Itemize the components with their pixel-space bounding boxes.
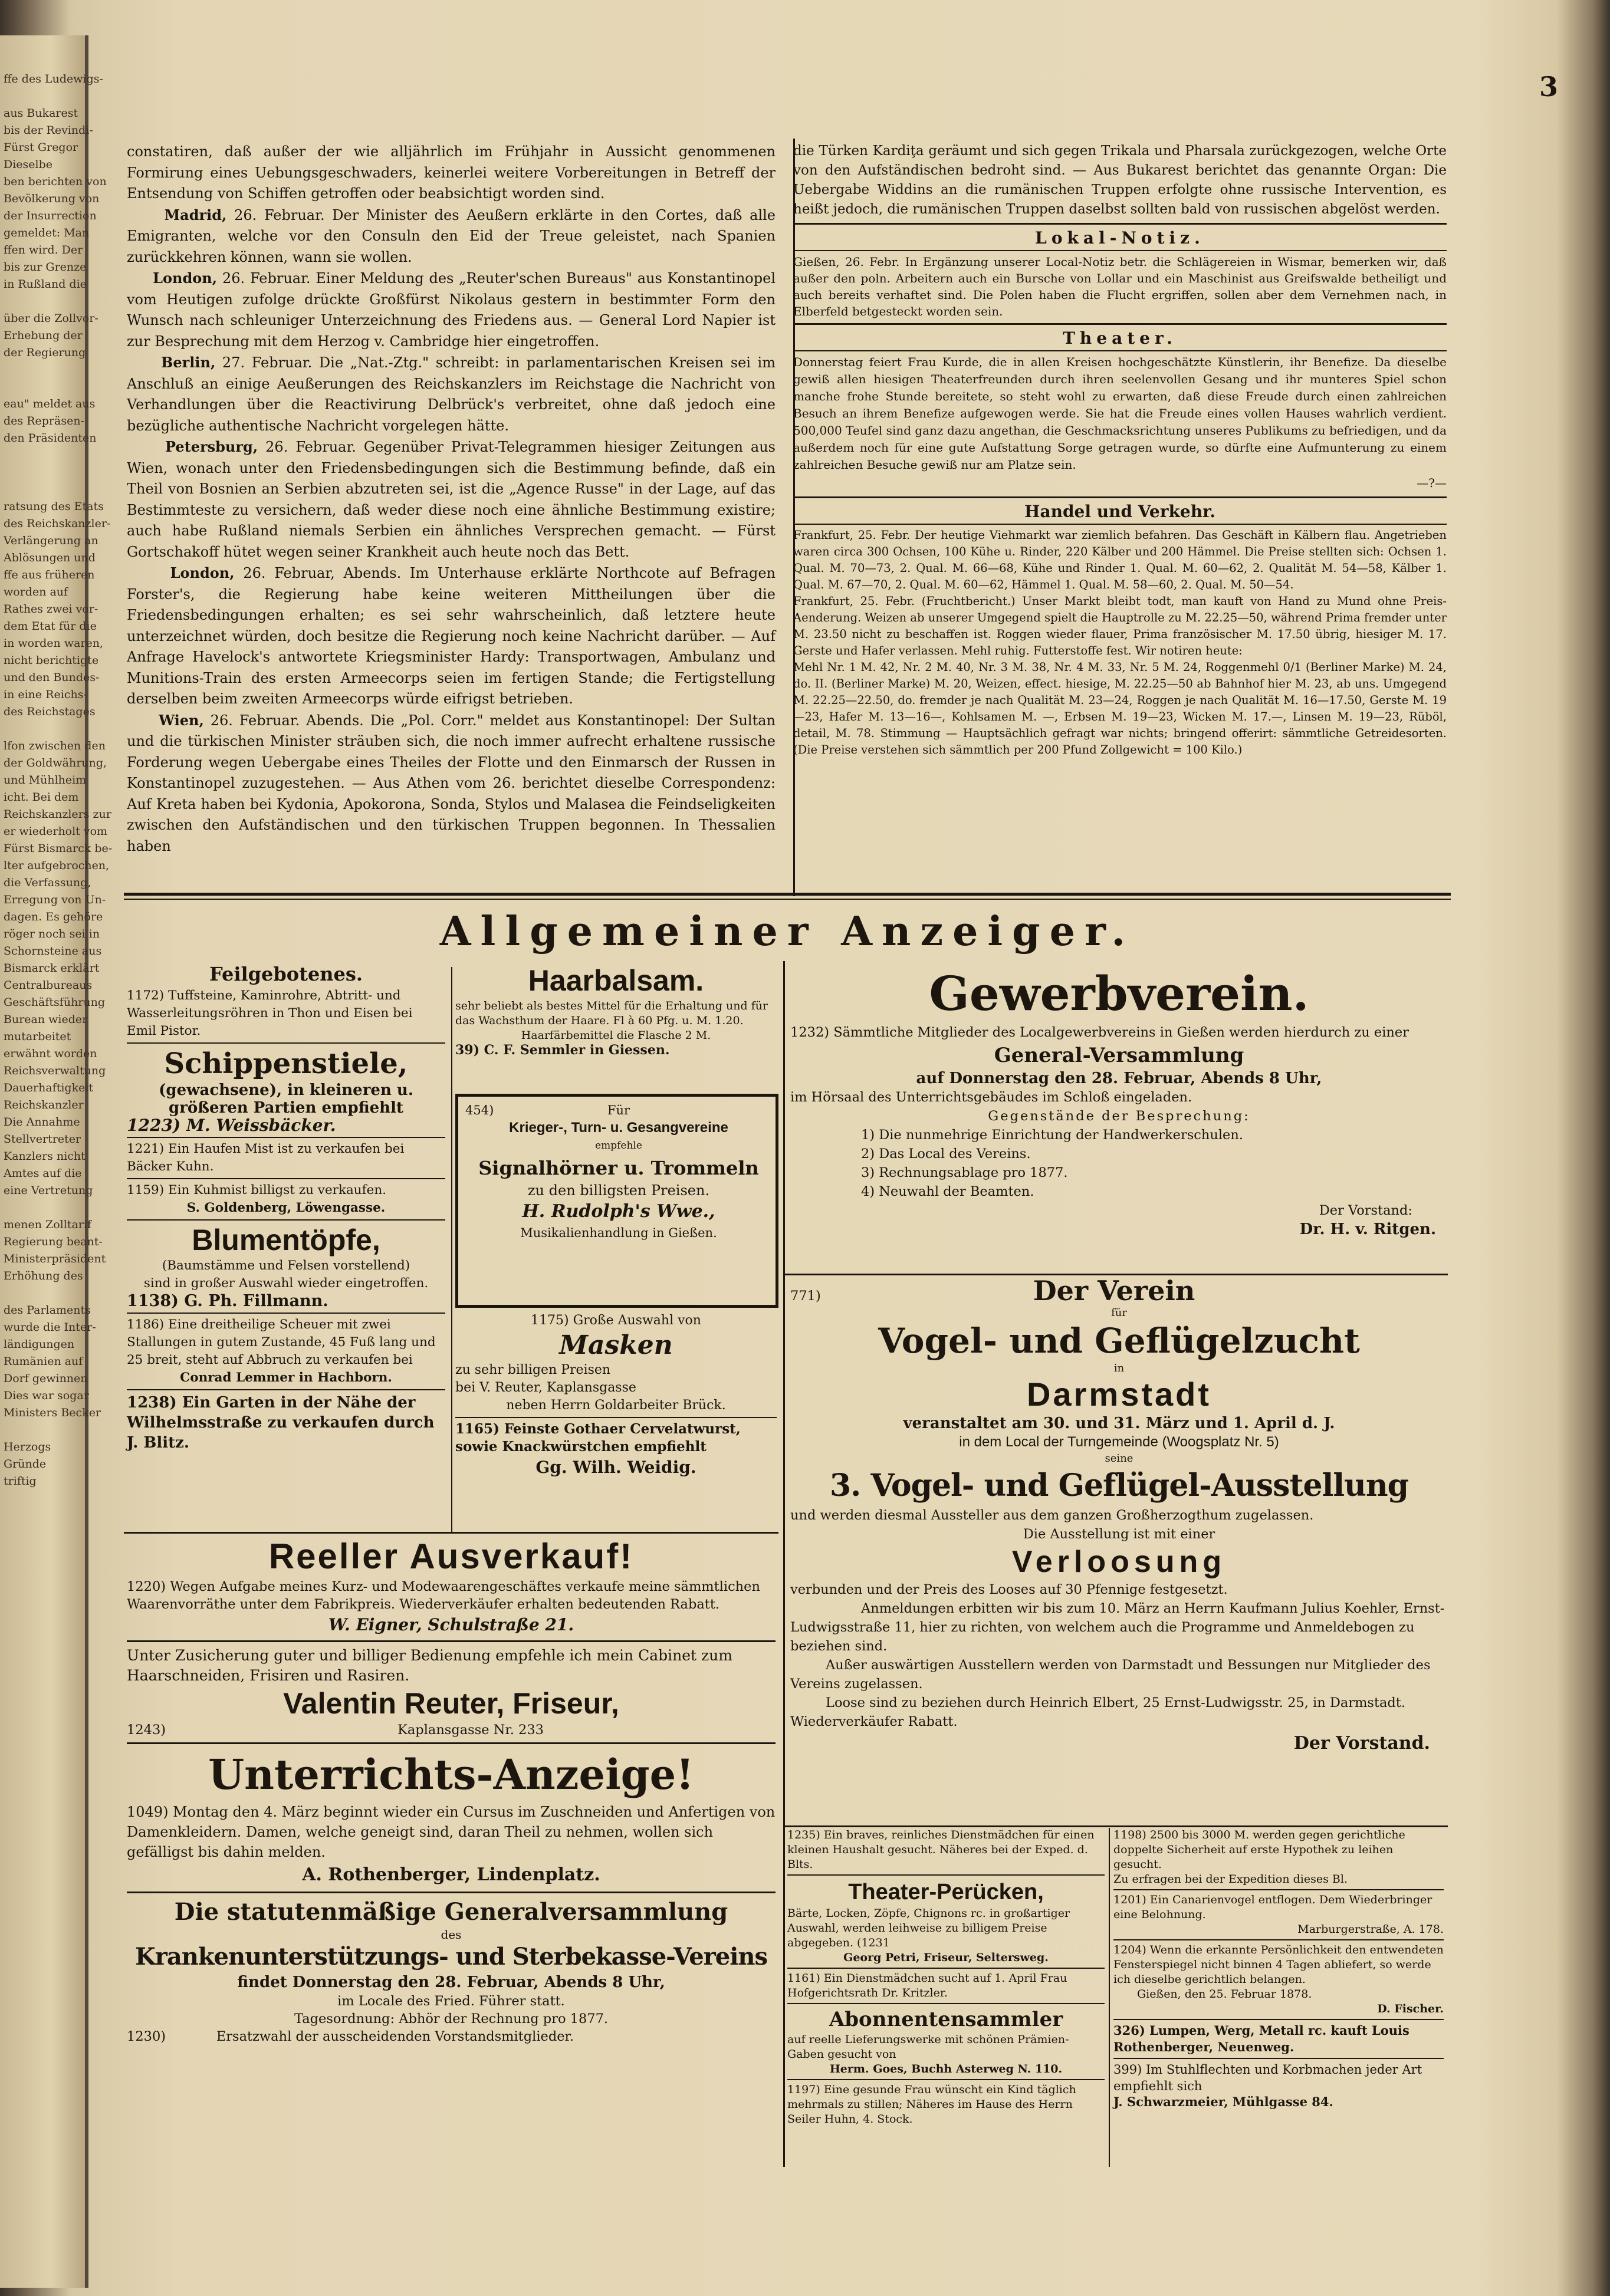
column-divider xyxy=(783,961,785,2167)
vogel-line: veranstaltet am 30. und 31. März und 1. April d. J. xyxy=(903,1415,1335,1432)
blumen-line: (Baumstämme und Felsen vorstellend) xyxy=(162,1258,410,1273)
local-note: Gießen, 26. Febr. In Ergänzung unserer Local-Notiz betr. die Schlägereien in Wismar, bemerken wir, daß außer den poln. Arbeitern auch ein Bursche von Lollar und ein Maschinist aus Greifswalde betheiligt und auch bereits verhaftet sind. Die Polen haben die Flucht ergriffen, sollen aber dem Vernehmen nach, in Elberfeld betgesteckt worden sein. xyxy=(793,255,1447,318)
gutter-line: ffe aus früheren xyxy=(4,568,95,581)
vogel-line: Außer auswärtigen Ausstellern werden von Darmstadt und Bessungen nur Mitglieder des Vereins zugelassen. xyxy=(790,1657,1431,1692)
gutter-line: Dieselbe xyxy=(4,158,53,171)
vogel-line: in dem Local der Turngemeinde (Woogsplatz Nr. 5) xyxy=(959,1434,1279,1450)
gutter-line: Dies war sogar xyxy=(4,1389,89,1402)
trade-report: Frankfurt, 25. Febr. (Fruchtbericht.) Unser Markt bleibt todt, man kauft von Hand zu Mund ohne Preis-Aenderung. Weizen ab unserer Umgegend spielt die Hauptrolle zu M. 22.25—50, während Prima fremder unter M. 23.50 nicht zu beschaffen ist. Roggen wieder flauer, Prima französischer M. 17.50 übrig, hiesiger M. 17. Gerste und Hafer verlassen. Mehl ruhig. Futterstoffe fest. Wir notiren heute: xyxy=(793,594,1447,657)
vogel-line: verbunden und der Preis des Looses auf 30 Pfennige festgesetzt. xyxy=(790,1582,1228,1597)
agenda-item: 1) Die nunmehrige Einrichtung der Handwerkerschulen. xyxy=(861,1127,1243,1143)
gutter-line: Fürst Bismarck be- xyxy=(4,842,113,855)
gutter-line xyxy=(4,379,81,396)
gutter-line: in Rußland die xyxy=(4,278,87,291)
small-ads-right xyxy=(1113,1828,1444,2109)
ad-1204-date: Gießen, den 25. Februar 1878. xyxy=(1137,1988,1312,2001)
gutter-line: eine Vertretung xyxy=(4,1184,93,1197)
gutter-line: Erregung von Un- xyxy=(4,893,106,906)
agenda-item: 2) Das Local des Vereins. xyxy=(861,1146,1031,1162)
feil-heading: Feilgebotenes. xyxy=(209,963,363,985)
agenda-item: 4) Neuwahl der Beamten. xyxy=(861,1184,1034,1199)
vogel-header-line xyxy=(790,1275,1448,1307)
krieger-line: Signalhörner u. Trommeln xyxy=(478,1157,759,1179)
kranken-line: Die statutenmäßige Generalversammlung xyxy=(174,1898,728,1926)
gutter-line: in worden waren, xyxy=(4,637,104,650)
gutter-line: lfon zwischen den xyxy=(4,739,106,752)
gutter-line: Reichskanzler xyxy=(4,1098,84,1111)
masken-ad xyxy=(455,1312,777,1479)
news-column-right xyxy=(793,142,1447,758)
gutter-line xyxy=(4,721,81,738)
gewerbverein-heading: General-Versammlung xyxy=(994,1044,1244,1067)
ad-1161: 1161) Ein Dienstmädchen sucht auf 1. April Frau Hofgerichtsrath Dr. Kritzler. xyxy=(787,1972,1067,1999)
gutter-line xyxy=(4,481,81,498)
news-paragraph: die Türken Kardiţa geräumt und sich gegen Trikala und Pharsala zurückgezogen, welche Orte von den Aufständischen bedroht sind. — Aus Bukarest berichtet das genannte Organ: Die Uebergabe Widdins an die rumänischen Truppen erfolgte ohne russische Intervention, es heißt jedoch, die rumänischen Truppen daselbst sollten bald von russischen abgelöst werden. xyxy=(793,143,1447,217)
gutter-line: Die Annahme xyxy=(4,1116,80,1129)
gutter-line xyxy=(4,447,81,464)
abonnenten-text: auf reelle Lieferungswerke mit schönen Prämien-Gaben gesucht von xyxy=(787,2033,1069,2061)
ausverkauf-title: Reeller Ausverkauf! xyxy=(268,1537,634,1576)
kranken-agenda-line xyxy=(127,2028,776,2045)
news-paragraph: Petersburg, 26. Februar. Gegenüber Privat-Telegrammen hiesiger Zeitungen aus Wien, wonach unter den Friedensbedingungen sich die Bestimmung befinde, daß ein Theil von Bosnien an Serbien abzutreten sei, ist die „Agence Russe" in der Lage, auf das Bestimmteste zu versichern, daß weder diese noch eine ähnliche Bestimmung existire; auch habe Rußland niemals Serbien ein ähnliches Versprechen gemacht. — Fürst Gortschakoff hütet wegen seiner Krankheit auch heute noch das Bett. xyxy=(127,438,776,560)
vogel-verloosung: Verloosung xyxy=(1011,1545,1227,1579)
vogel-line: in xyxy=(1113,1362,1125,1374)
gutter-line: Reichskanzlers zur xyxy=(4,808,111,821)
news-paragraph: Madrid, 26. Februar. Der Minister des Aeußern erklärte in den Cortes, daß alle Emigranten, welche vor den Consuln den Eid der Treue geleistet, nach Spanien zurückkehren können, wann sie wollen. xyxy=(127,206,776,265)
gutter-line: bis zur Grenze xyxy=(4,261,87,274)
gutter-line: ben berichten von xyxy=(4,175,107,188)
ad-1204-signature: D. Fischer. xyxy=(1377,2002,1444,2015)
ad-1172: 1172) Tuffsteine, Kaminrohre, Abtritt- und Wasserleitungsröhren in Thon und Eisen bei Emil Pistor. xyxy=(127,988,413,1038)
gutter-line: Herzogs xyxy=(4,1440,51,1453)
trade-report: Mehl Nr. 1 M. 42, Nr. 2 M. 40, Nr. 3 M. 38, Nr. 4 M. 33, Nr. 5 M. 24, Roggenmehl 0/1 (Berliner Marke) M. 24, do. II. (Berliner Marke) M. 20, Weizen, effect. hiesige, M. 22.25—50 ab Bahnhof hier M. 23, ab uns. Umgegend M. 22.25—22.50, do. fremder je nach Qualität M. 23—24, Roggen je nach Qualität M. 16—17.50, Gerste M. 19—23, Hafer M. 13—16—, Kohlsamen M. —, Erbsen M. 19—23, Wicken M. 17.—, Linsen M. 19—23, Rüböl, detail, M. 78. Stimmung — Hauptsächlich gefragt war nichts; bringend offerirt: sämmtliche Getreidesorten. (Die Preise verstehen sich sämmtlich per 200 Pfund Zollgewicht = 100 Kilo.) xyxy=(793,660,1447,756)
theater-heading: Theater. xyxy=(1063,328,1177,348)
feilgebotenes-column xyxy=(127,961,445,1453)
gutter-line: nicht berichtigte xyxy=(4,654,99,667)
gutter-line: Rathes zwei vor- xyxy=(4,603,98,616)
gutter-line: ratsung des Etats xyxy=(4,500,104,513)
news-paragraph: constatiren, daß außer der wie alljährlich im Frühjahr in Aussicht genommenen Formirung eines Uebungsgeschwaders, keinerlei weitere Vorbereitungen in Betreff der Entsendung von Schiffen getroffen oder beabsichtigt worden sind. xyxy=(127,143,776,202)
kranken-title: Krankenunterstützungs- und Sterbekasse-Vereins xyxy=(134,1943,767,1971)
haarbalsam-signature: 39) C. F. Semmler in Giessen. xyxy=(455,1042,670,1058)
kranken-line: des xyxy=(441,1927,462,1942)
ad-1186: 1186) Eine dreitheilige Scheuer mit zwei Stallungen in gutem Zustande, 45 Fuß lang und 25 breit, steht auf Abbruch zu verkaufen bei xyxy=(127,1317,436,1367)
gutter-line: Burean wieder xyxy=(4,1013,88,1026)
adjacent-page-gutter xyxy=(0,35,113,2288)
gutter-line xyxy=(4,361,81,379)
ad-1204: 1204) Wenn die erkannte Persönlichkeit den entwendeten Fensterspiegel nicht binnen 4 Tagen abliefert, so werde ich dieselbe gerichtlich belangen. xyxy=(1113,1943,1444,1986)
krieger-ad-box xyxy=(455,1094,778,1308)
gewerbverein-line: Gegenstände der Besprechung: xyxy=(988,1108,1250,1124)
kranken-line: Ersatzwahl der ausscheidenden Vorstandsmitglieder. xyxy=(216,2029,574,2044)
vogel-line: für xyxy=(1111,1307,1127,1319)
gutter-line: wurde die Inter- xyxy=(4,1321,96,1334)
gewerbverein-signature: Der Vorstand: xyxy=(1319,1203,1412,1218)
gutter-line: Fürst Gregor xyxy=(4,141,78,154)
gutter-line: die Verfassung, xyxy=(4,876,91,889)
gutter-line: Erhöhung des xyxy=(4,1269,83,1282)
section-rule xyxy=(124,1532,778,1534)
gewerbverein-title: Gewerbverein. xyxy=(929,966,1309,1021)
gutter-line: Stellvertreter xyxy=(4,1133,81,1146)
gutter-line: ffe des Ludewigs- xyxy=(4,73,103,85)
small-ads-left xyxy=(787,1828,1105,2127)
kranken-line: im Locale des Fried. Führer statt. xyxy=(337,1994,565,2009)
gutter-line: Regierung beant- xyxy=(4,1235,103,1248)
gutter-line: er wiederholt vom xyxy=(4,825,108,838)
gutter-line: in eine Reichs- xyxy=(4,688,87,701)
news-column-left xyxy=(127,142,776,857)
ad-1198-line: Zu erfragen bei der Expedition dieses Bl. xyxy=(1113,1873,1348,1886)
gotha-signature: Gg. Wilh. Weidig. xyxy=(535,1458,696,1477)
kranken-line: findet Donnerstag den 28. Februar, Abends 8 Uhr, xyxy=(237,1973,665,1991)
haarbalsam-title: Haarbalsam. xyxy=(528,964,704,997)
gutter-line xyxy=(4,293,81,310)
news-paragraph: London, 26. Februar, Abends. Im Unterhause erklärte Northcote auf Befragen Forster's, die Regierung habe keine weiteren Mittheilungen über die Friedensbedingungen erhalten; es sei sehr wahrscheinlich, daß letztere heute unterzeichnet würden, doch besitze die Regierung noch keine Nachricht darüber. — Auf Anfrage Havelock's antwortete Kriegsminister Hardy: Transportwagen, Ambulanz und Munitions-Train des ersten Armeecorps seien im fertigen Stande; die Fertigstellung derselben beim zweiten Armeecorps würde eifrigst betrieben. xyxy=(127,564,776,707)
gutter-line xyxy=(4,1422,81,1439)
gutter-line: menen Zolltarif xyxy=(4,1218,91,1231)
gutter-line xyxy=(4,1285,81,1302)
gutter-line: erwähnt worden xyxy=(4,1047,97,1060)
ad-1159: 1159) Ein Kuhmist billigst zu verkaufen. xyxy=(127,1183,386,1198)
peruecken-title: Theater-Perücken, xyxy=(848,1880,1044,1904)
schipp-title: Schippenstiele, xyxy=(164,1047,408,1080)
gutter-line: Bismarck erklärt xyxy=(4,962,100,975)
trade-report: Frankfurt, 25. Febr. Der heutige Viehmarkt war ziemlich befahren. Das Geschäft in Kälbern flau. Angetrieben waren circa 300 Ochsen, 100 Kühe u. Rinder, 220 Kälber und 200 Hämmel. Die Preise stellten sich: Ochsen 1. Qual. M. 70—73, 2. Qual. M. 66—68, Kühe und Rinder 1. Qual. M. 60—62, 2. Qualität M. 54—58, Kälber 1. Qual. M. 67—70, 2. Qual. M. 60—62, Hämmel 1. Qual. M. 58—60, 2. Qual. M. 50—54. xyxy=(793,528,1447,591)
gutter-line: Dauerhaftigkeit xyxy=(4,1081,94,1094)
section-rule xyxy=(124,893,1451,896)
anzeiger-title: Allgemeiner Anzeiger. xyxy=(439,908,1135,955)
gewerbverein-line: auf Donnerstag den 28. Februar, Abends 8 Uhr, xyxy=(916,1070,1322,1087)
column-divider xyxy=(451,967,452,1533)
haarbalsam-line: Haarfärbemittel die Flasche 2 M. xyxy=(521,1029,711,1042)
unterricht-text: 1049) Montag den 4. März beginnt wieder ein Cursus im Zuschneiden und Anfertigen von Damenkleidern. Damen, welche geneigt sind, daran Theil zu nehmen, wollen sich gefälligst bis dahin melden. xyxy=(127,1804,776,1860)
krieger-line: empfehle xyxy=(595,1140,642,1152)
krieger-number: 454) xyxy=(465,1103,494,1117)
gutter-line: über die Zollvor- xyxy=(4,312,98,325)
ad-1201: 1201) Ein Canarienvogel entflogen. Dem Wiederbringer eine Belohnung. xyxy=(1113,1893,1432,1921)
haarbalsam-ad xyxy=(455,962,777,1058)
gutter-line: Geschäftsführung xyxy=(4,996,106,1009)
ad-1197: 1197) Eine gesunde Frau wünscht ein Kind täglich mehrmals zu stillen; Näheres im Hause des Herrn Seiler Huhn, 4. Stock. xyxy=(787,2083,1076,2126)
gutter-line: und den Bundes- xyxy=(4,671,100,684)
cabinet-text: Unter Zusicherung guter und billiger Bedienung empfehle ich mein Cabinet zum Haarschneiden, Frisiren und Rasiren. xyxy=(127,1647,732,1684)
ad-1238: 1238) Ein Garten in der Nähe der Wilhelmsstraße zu verkaufen durch J. Blitz. xyxy=(127,1394,435,1452)
gutter-line: Bevölkerung von xyxy=(4,192,100,205)
gutter-line: Kanzlers nicht xyxy=(4,1150,86,1163)
gutter-line: Amtes auf die xyxy=(4,1167,82,1180)
vogel-line: und werden diesmal Aussteller aus dem ganzen Großherzogthum zugelassen. xyxy=(790,1508,1314,1523)
news-paragraph: Berlin, 27. Februar. Die „Nat.-Ztg." schreibt: in parlamentarischen Kreisen sei im Anschluß an einige Aeußerungen des Reichskanzlers im Reichstage die Nachricht von Verhandlungen über die Reactivirung Delbrück's verbreitet, ohne daß jedoch eine bezügliche authentische Nachricht vorgelegen hätte. xyxy=(127,354,776,434)
abonnenten-signature: Herm. Goes, Buchh Asterweg N. 110. xyxy=(829,2063,1063,2075)
gewerbverein-agenda xyxy=(790,1126,1448,1201)
masken-line: zu sehr billigen Preisen xyxy=(455,1363,611,1377)
gutter-line: aus Bukarest xyxy=(4,107,78,120)
vogel-line: Anmeldungen erbitten wir bis zum 10. März an Herrn Kaufmann Julius Koehler, Ernst-Ludwigsstraße 11, hier zu richten, von welchem auch die Programme und Anmeldebogen zu beziehen sind. xyxy=(790,1601,1445,1654)
gutter-line: dagen. Es gehöre xyxy=(4,910,103,923)
gutter-line: Centralbureaus xyxy=(4,979,93,992)
masken-line: neben Herrn Goldarbeiter Brück. xyxy=(506,1398,726,1413)
vogel-signature: Der Vorstand. xyxy=(1293,1733,1430,1754)
ad-1186-signature: Conrad Lemmer in Hachborn. xyxy=(180,1370,392,1385)
column-divider xyxy=(1109,1828,1110,2167)
masken-line: 1175) Große Auswahl von xyxy=(531,1313,701,1328)
news-paragraph: Wien, 26. Februar. Abends. Die „Pol. Corr." meldet aus Konstantinopel: Der Sultan und die türkischen Minister sträuben sich, die noch immer aufrecht erhaltene russische Forderung wegen Uebergabe eines Theiles der Flotte und den Einmarsch der Russen in Konstantinopel zuzugestehen. — Aus Athen vom 26. berichtet dieselbe Correspondenz: Auf Kreta haben bei Kydonia, Apokorona, Sonda, Stylos und Malasea die Feindseligkeiten zwischen den Aufständischen und den türkischen Truppen begonnen. In Thessalien haben xyxy=(127,711,776,854)
gutter-line: Ministerpräsident xyxy=(4,1252,106,1265)
gutter-line: eau" meldet aus xyxy=(4,397,96,410)
cabinet-address-line xyxy=(127,1721,776,1739)
peruecken-signature: Georg Petri, Friseur, Seltersweg. xyxy=(843,1951,1049,1964)
krieger-signature: H. Rudolph's Wwe., xyxy=(522,1201,715,1222)
vogel-exhibition: 3. Vogel- und Geflügel-Ausstellung xyxy=(829,1468,1409,1504)
trade-heading: Handel und Verkehr. xyxy=(1024,502,1215,521)
section-rule xyxy=(784,1825,1448,1827)
gutter-line: mutarbeitet xyxy=(4,1030,71,1043)
agenda-item: 3) Rechnungsablage pro 1877. xyxy=(861,1165,1068,1180)
gutter-line: ffen wird. Der xyxy=(4,244,83,256)
gutter-line: Ministers Becker xyxy=(4,1406,101,1419)
gewerbverein-line: im Hörsaal des Unterrichtsgebäudes im Schloß eingeladen. xyxy=(790,1090,1192,1105)
gutter-line: des Reichskanzler- xyxy=(4,517,111,530)
vogel-ad xyxy=(790,1275,1448,1756)
schipp-line: (gewachsene), in kleineren u. xyxy=(159,1081,413,1099)
gotha-ad: 1165) Feinste Gothaer Cervelatwurst, sowie Knackwürstchen empfiehlt xyxy=(455,1421,741,1455)
gutter-line: des Reichstages xyxy=(4,705,96,718)
gewerbverein-ad xyxy=(790,964,1448,1239)
masken-title: Masken xyxy=(559,1330,673,1360)
abonnenten-title: Abonnentensammler xyxy=(829,2008,1063,2031)
ad-1159-signature: S. Goldenberg, Löwengasse. xyxy=(186,1200,386,1215)
krieger-line: zu den billigsten Preisen. xyxy=(527,1182,710,1199)
schipp-signature: 1223) M. Weissbäcker. xyxy=(127,1116,336,1135)
blumen-signature: 1138) G. Ph. Fillmann. xyxy=(127,1292,328,1310)
vogel-number: 771) xyxy=(790,1288,821,1304)
page-number: 3 xyxy=(1539,71,1559,103)
masken-line: bei V. Reuter, Kaplansgasse xyxy=(455,1380,636,1395)
gutter-line: bis der Revindi- xyxy=(4,124,93,137)
krieger-line: Krieger-, Turn- u. Gesangvereine xyxy=(509,1120,728,1136)
vogel-city: Darmstadt xyxy=(1027,1376,1211,1413)
gutter-line: Verlängerung an xyxy=(4,534,98,547)
ad-1221: 1221) Ein Haufen Mist ist zu verkaufen bei Bäcker Kuhn. xyxy=(127,1142,405,1174)
gutter-line xyxy=(4,88,81,105)
ad-326: 326) Lumpen, Werg, Metall rc. kauft Louis Rothenberger, Neuenweg. xyxy=(1113,2023,1409,2054)
vogel-line: seine xyxy=(1105,1452,1133,1465)
peruecken-text: Bärte, Locken, Zöpfe, Chignons rc. in großartiger Auswahl, werden leihweise zu billigem Preise abgegeben. (1231 xyxy=(787,1907,1070,1949)
cabinet-address: Kaplansgasse Nr. 233 xyxy=(397,1722,544,1738)
gutter-line: worden auf xyxy=(4,585,68,598)
gutter-line: Erhebung der xyxy=(4,329,83,342)
theater-note: Donnerstag feiert Frau Kurde, die in allen Kreisen hochgeschätzte Künstlerin, ihr Benefize. Da dieselbe gewiß allen hiesigen Theaterfreunden durch ihren seelenvollen Gesang und ihr munteres Spiel schon manche frohe Stunde bereitete, so steht wohl zu erwarten, daß diese Freude durch einen zahlreichen Besuch an ihrem Benefize aufgewogen werde. Sie hat die Freude eines vollen Hauses wahrlich verdient. 500,000 Teufel sind ganz dazu angethan, die Geschmacksrichtung unseres Publikums zu befriedigen, und da außerdem noch für eine gute Aufstattung Sorge getragen wurde, so dürfte eine Aufmunterung zu einem zahlreichen Besuche gewiß nur am Platze sein. xyxy=(793,355,1447,472)
ad-1198: 1198) 2500 bis 3000 M. werden gegen gerichtliche doppelte Sicherheit auf erste Hypothek zu leihen gesucht. xyxy=(1113,1828,1405,1871)
gutter-line: triftig xyxy=(4,1475,37,1488)
gutter-line: des Repräsen- xyxy=(4,415,84,427)
gutter-line: des Parlaments xyxy=(4,1304,91,1317)
gutter-line: Reichsverwaltung xyxy=(4,1064,106,1077)
gutter-line: Dorf gewinnen xyxy=(4,1372,88,1385)
blumen-title: Blumentöpfe, xyxy=(192,1223,380,1256)
haarbalsam-text: sehr beliebt als bestes Mittel für die Erhaltung und für das Wachsthum der Haare. Fl à 60 Pfg. u. M. 1.20. xyxy=(455,999,768,1027)
gutter-line: Gründe xyxy=(4,1458,47,1471)
schipp-line: größeren Partien empfiehlt xyxy=(169,1099,403,1117)
gutter-line: den Präsidenten xyxy=(4,432,97,445)
kranken-line: Tagesordnung: Abhör der Rechnung pro 1877. xyxy=(294,2011,609,2027)
vogel-line: Der Verein xyxy=(1033,1275,1195,1307)
krieger-line: Für xyxy=(607,1103,630,1117)
ad-1201-address: Marburgerstraße, A. 178. xyxy=(1297,1923,1444,1936)
ausverkauf-text: 1220) Wegen Aufgabe meines Kurz- und Modewaarengeschäftes verkaufe meine sämmtlichen Waarenvorräthe unter dem Fabrikpreis. Wiederverkäufer erhalten bedeutenden Rabatt. xyxy=(127,1579,760,1612)
gutter-line: dem Etat für die xyxy=(4,620,97,633)
krieger-line: Musikalienhandlung in Gießen. xyxy=(520,1226,717,1240)
gutter-line xyxy=(4,464,81,481)
ausverkauf-signature: W. Eigner, Schulstraße 21. xyxy=(328,1615,574,1634)
theater-signature: —?— xyxy=(1417,476,1447,490)
gutter-line: der Goldwährung, xyxy=(4,756,107,769)
gutter-line xyxy=(4,1199,81,1216)
ad-399: 399) Im Stuhlflechten und Korbmachen jeder Art empfiehlt sich xyxy=(1113,2063,1422,2093)
ausverkauf-ad xyxy=(127,1535,776,2045)
unterricht-signature: A. Rothenberger, Lindenplatz. xyxy=(302,1864,600,1885)
vogel-line: Die Ausstellung ist mit einer xyxy=(1023,1527,1215,1542)
gutter-line: und Mühlheim xyxy=(4,774,87,787)
gutter-line: röger noch sei in xyxy=(4,927,100,940)
unterricht-title: Unterrichts-Anzeige! xyxy=(208,1750,694,1799)
vogel-title: Vogel- und Geflügelzucht xyxy=(878,1321,1360,1361)
gutter-line: gemeldet: Man xyxy=(4,226,90,239)
gutter-line: icht. Bei dem xyxy=(4,791,79,804)
gutter-line: der Insurrection xyxy=(4,209,97,222)
cabinet-name: Valentin Reuter, Friseur, xyxy=(283,1687,619,1720)
cabinet-number: 1243) xyxy=(127,1722,166,1738)
gewerbverein-signature: Dr. H. v. Ritgen. xyxy=(1299,1221,1436,1238)
ad-399-signature: J. Schwarzmeier, Mühlgasse 84. xyxy=(1113,2094,1333,2109)
news-paragraph: London, 26. Februar. Einer Meldung des „Reuter'schen Bureaus" aus Konstantinopel vom Heutigen zufolge drückte Großfürst Nikolaus gestern in bestimmter Form den Wunsch nach schleuniger Unterzeichnung des Friedens aus. — General Lord Napier ist zur Besprechung mit dem Herzog v. Cambridge hier eingetroffen. xyxy=(127,269,776,350)
section-rule xyxy=(124,899,1451,900)
gutter-line: der Regierung xyxy=(4,346,86,359)
vogel-line: Loose sind zu beziehen durch Heinrich Elbert, 25 Ernst-Ludwigsstr. 25, in Darmstadt. Wiederverkäufer Rabatt. xyxy=(790,1695,1406,1729)
gutter-line: ländigungen xyxy=(4,1338,75,1351)
kranken-number: 1230) xyxy=(127,2029,166,2044)
gutter-line: lter aufgebrochen, xyxy=(4,859,110,872)
gutter-line: Rumänien auf xyxy=(4,1355,83,1368)
gutter-line: Ablösungen und xyxy=(4,551,96,564)
gutter-line: Schornsteine aus xyxy=(4,945,102,958)
local-heading: Lokal-Notiz. xyxy=(1035,228,1205,248)
ad-1235: 1235) Ein braves, reinliches Dienstmädchen für einen kleinen Haushalt gesucht. Näheres bei der Exped. d. Blts. xyxy=(787,1828,1095,1871)
blumen-line: sind in großer Auswahl wieder eingetroffen. xyxy=(143,1276,429,1291)
gewerbverein-text: 1232) Sämmtliche Mitglieder des Localgewerbvereins in Gießen werden hierdurch zu einer xyxy=(790,1025,1409,1040)
